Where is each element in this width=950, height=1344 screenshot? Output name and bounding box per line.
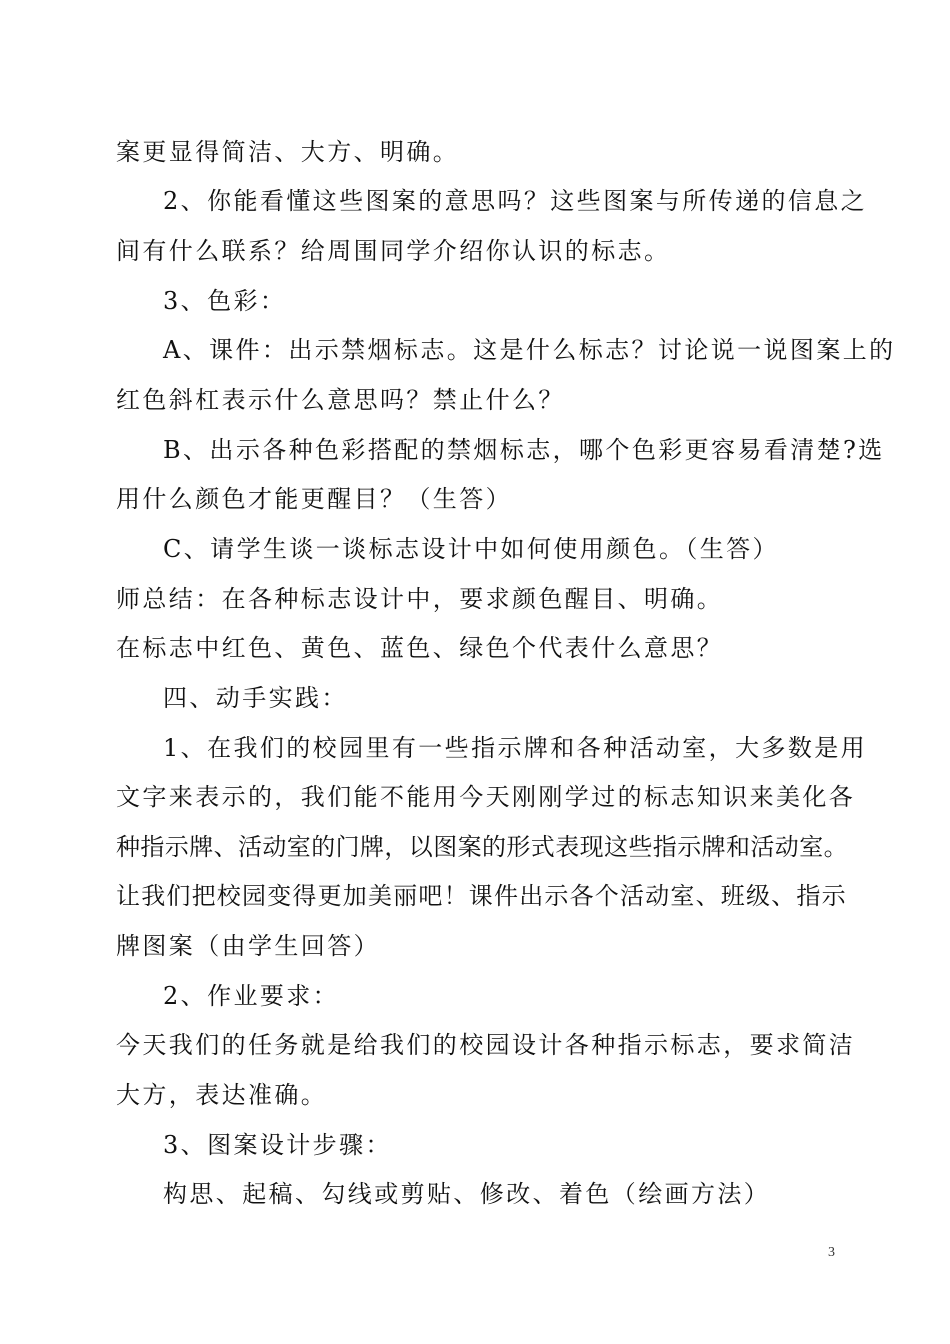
text-line: 在标志中红色、黄色、蓝色、绿色个代表什么意思？ [116,634,724,662]
section-heading: 四、动手实践： [163,684,348,712]
text-line: 让我们把校园变得更加美丽吧！课件出示各个活动室、班级、指示 [116,882,847,910]
text-line: 案更显得简洁、大方、明确。 [116,138,460,166]
text-line: 红色斜杠表示什么意思吗？禁止什么？ [116,386,565,414]
section-heading: 2、作业要求： [163,982,340,1010]
text-line: 今天我们的任务就是给我们的校园设计各种指示标志，要求简洁 [116,1031,856,1059]
text-line: C、请学生谈一谈标志设计中如何使用颜色。（生答） [163,535,779,563]
text-line: B、出示各种色彩搭配的禁烟标志，哪个色彩更容易看清楚?选 [163,436,885,464]
text-line: 文字来表示的，我们能不能用今天刚刚学过的标志知识来美化各 [116,783,856,811]
text-line: 师总结：在各种标志设计中，要求颜色醒目、明确。 [116,585,724,613]
text-line: 构思、起稿、勾线或剪贴、修改、着色（绘画方法） [163,1180,771,1208]
text-line: 种指示牌、活动室的门牌，以图案的形式表现这些指示牌和活动室。 [116,833,848,861]
text-line: 大方，表达准确。 [116,1081,328,1109]
page-number: 3 [828,1245,835,1260]
text-line: 2、你能看懂这些图案的意思吗？这些图案与所传递的信息之 [163,187,868,215]
section-heading: 3、色彩： [163,287,287,315]
text-line: A、课件：出示禁烟标志。这是什么标志？讨论说一说图案上的 [163,336,896,364]
section-heading: 3、图案设计步骤： [163,1131,392,1159]
text-line: 间有什么联系？给周围同学介绍你认识的标志。 [116,237,671,265]
text-line: 牌图案（由学生回答） [116,932,380,960]
text-line: 1、在我们的校园里有一些指示牌和各种活动室，大多数是用 [163,734,868,762]
text-line: 用什么颜色才能更醒目？（生答） [116,485,512,513]
